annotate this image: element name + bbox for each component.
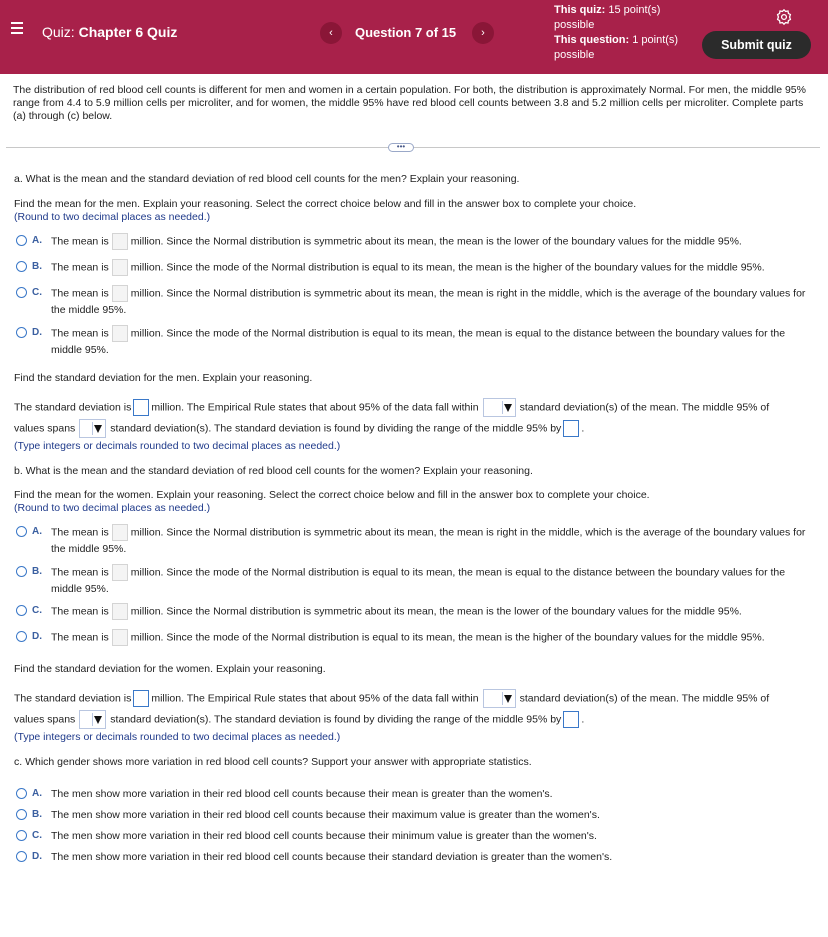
- option-text-post: million. Since the Normal distribution is symmetric about its mean, the mean is right in the middle, which is the average of the boundary values for the middle 95%.: [51, 526, 806, 555]
- part-a-mean-hint: (Round to two decimal places as needed.): [14, 211, 211, 223]
- option-text-pre: The mean is: [51, 235, 109, 248]
- option-label: C.: [32, 830, 42, 841]
- part-a-question: a. What is the mean and the standard deviation of red blood cell counts for the men? Explain your reasoning.: [14, 173, 520, 185]
- sd-text: million. The Empirical Rule states that about 95% of the data fall within: [151, 692, 479, 705]
- divisor-answer-box[interactable]: [563, 420, 579, 437]
- sd-text: .: [581, 422, 585, 435]
- part-a-mean-instruction: Find the mean for the men. Explain your reasoning. Select the correct choice below and fill in the answer box to complete your choice.: [14, 198, 637, 210]
- this-question-value: 1 point(s) possible: [554, 34, 679, 61]
- quiz-title-prefix: Quiz:: [42, 24, 75, 40]
- points-info: [554, 3, 684, 63]
- next-question-button[interactable]: [472, 22, 494, 44]
- option-text-pre: The mean is: [51, 526, 109, 539]
- quiz-title: [42, 24, 177, 40]
- radio-button[interactable]: [16, 605, 27, 616]
- part-a-sd-line1: [14, 398, 769, 417]
- radio-button[interactable]: [16, 235, 27, 246]
- option-text-pre: The mean is: [51, 287, 109, 300]
- this-quiz-value: 15 point(s) possible: [554, 4, 661, 31]
- radio-button[interactable]: [16, 261, 27, 272]
- mean-answer-box[interactable]: [112, 564, 128, 581]
- radio-button[interactable]: [16, 809, 27, 820]
- mean-answer-box[interactable]: [112, 325, 128, 342]
- option-text-post: million. Since the mode of the Normal distribution is equal to its mean, the mean is equal to the distance between the boundary values for the middle 95%.: [51, 566, 786, 595]
- option-label: D.: [32, 631, 42, 642]
- part-b-sd-line2: [14, 710, 584, 729]
- option-text: The men show more variation in their red blood cell counts because their standard deviation is greater than the women's.: [51, 851, 613, 863]
- radio-button[interactable]: [16, 526, 27, 537]
- sd-text: standard deviation(s). The standard deviation is found by dividing the range of the middle 95% by: [110, 422, 562, 435]
- radio-button[interactable]: [16, 851, 27, 862]
- option-text: The men show more variation in their red blood cell counts because their minimum value is greater than the women's.: [51, 830, 597, 842]
- mean-answer-box[interactable]: [112, 603, 128, 620]
- radio-button[interactable]: [16, 631, 27, 642]
- radio-button[interactable]: [16, 788, 27, 799]
- radio-button[interactable]: [16, 327, 27, 338]
- option-text-post: million. Since the mode of the Normal distribution is equal to its mean, the mean is equal to the distance between the boundary values for the middle 95%.: [51, 327, 786, 356]
- sd-text: .: [581, 713, 585, 726]
- divisor-answer-box[interactable]: [563, 711, 579, 728]
- chevron-left-icon: ‹: [329, 27, 333, 39]
- submit-quiz-button[interactable]: Submit quiz: [702, 31, 811, 59]
- option-text-post: million. Since the Normal distribution is symmetric about its mean, the mean is the lower of the boundary values for the middle 95%.: [130, 235, 742, 248]
- option-text: The men show more variation in their red blood cell counts because their maximum value is greater than the women's.: [51, 809, 600, 821]
- hamburger-menu-icon[interactable]: [11, 22, 23, 34]
- sd-answer-box[interactable]: [133, 690, 149, 707]
- expand-more-icon[interactable]: •••: [388, 143, 414, 152]
- option-label: C.: [32, 605, 42, 616]
- sd-text: values spans: [14, 713, 76, 726]
- sd-text: The standard deviation is: [14, 692, 132, 705]
- previous-question-button[interactable]: [320, 22, 342, 44]
- option-label: C.: [32, 287, 42, 298]
- radio-button[interactable]: [16, 830, 27, 841]
- sd-text: values spans: [14, 422, 76, 435]
- option-text-pre: The mean is: [51, 631, 109, 644]
- option-label: A.: [32, 788, 42, 799]
- mean-answer-box[interactable]: [112, 629, 128, 646]
- part-a-sd-hint: (Type integers or decimals rounded to two decimal places as needed.): [14, 440, 341, 452]
- option-label: B.: [32, 809, 42, 820]
- option-text-post: million. Since the mode of the Normal distribution is equal to its mean, the mean is the higher of the boundary values for the middle 95%.: [130, 261, 765, 274]
- part-b-mean-instruction: Find the mean for the women. Explain your reasoning. Select the correct choice below and fill in the answer box to complete your choice.: [14, 489, 650, 501]
- spans-dropdown[interactable]: [79, 710, 106, 729]
- option-label: A.: [32, 235, 42, 246]
- option-text-pre: The mean is: [51, 327, 109, 340]
- mean-answer-box[interactable]: [112, 524, 128, 541]
- sd-text: standard deviation(s). The standard deviation is found by dividing the range of the middle 95% by: [110, 713, 562, 726]
- part-b-mean-hint: (Round to two decimal places as needed.): [14, 502, 211, 514]
- sd-text: standard deviation(s) of the mean. The middle 95% of: [519, 692, 770, 705]
- quiz-name: Chapter 6 Quiz: [78, 24, 178, 40]
- option-label: D.: [32, 851, 42, 862]
- option-label: B.: [32, 566, 42, 577]
- option-label: D.: [32, 327, 42, 338]
- part-b-sd-line1: [14, 689, 769, 708]
- option-text-post: million. Since the Normal distribution is symmetric about its mean, the mean is the lower of the boundary values for the middle 95%.: [130, 605, 742, 618]
- part-c-question: c. Which gender shows more variation in red blood cell counts? Support your answer with appropriate statistics.: [14, 756, 532, 768]
- option-text-post: million. Since the mode of the Normal distribution is equal to its mean, the mean is the higher of the boundary values for the middle 95%.: [130, 631, 765, 644]
- part-b-question: b. What is the mean and the standard deviation of red blood cell counts for the women? Explain your reasoning.: [14, 465, 533, 477]
- empirical-rule-dropdown[interactable]: [483, 398, 516, 417]
- part-b-sd-hint: (Type integers or decimals rounded to two decimal places as needed.): [14, 731, 341, 743]
- mean-answer-box[interactable]: [112, 259, 128, 276]
- part-a-sd-instruction: Find the standard deviation for the men. Explain your reasoning.: [14, 372, 313, 384]
- chevron-right-icon: ›: [481, 27, 485, 39]
- mean-answer-box[interactable]: [112, 233, 128, 250]
- option-text-pre: The mean is: [51, 605, 109, 618]
- option-text-pre: The mean is: [51, 566, 109, 579]
- quiz-header: [0, 0, 828, 74]
- question-intro: The distribution of red blood cell counts is different for men and women in a certain population. For both, the distribution is approximately Normal. For men, the middle 95% range from 4.4 to 5.9 million cells per microliter, and for women, the middle 95% have red blood cell counts between 3.8 and 5.2 million cells per microliter. Complete parts (a) through (c) below.: [13, 84, 806, 122]
- spans-dropdown[interactable]: [79, 419, 106, 438]
- option-text: The men show more variation in their red blood cell counts because their mean is greater than the women's.: [51, 788, 553, 800]
- empirical-rule-dropdown[interactable]: [483, 689, 516, 708]
- gear-icon[interactable]: [776, 9, 792, 25]
- radio-button[interactable]: [16, 287, 27, 298]
- sd-text: The standard deviation is: [14, 401, 132, 414]
- part-b-sd-instruction: Find the standard deviation for the women. Explain your reasoning.: [14, 663, 326, 675]
- option-label: A.: [32, 526, 42, 537]
- sd-text: million. The Empirical Rule states that about 95% of the data fall within: [151, 401, 479, 414]
- part-a-sd-line2: [14, 419, 584, 438]
- option-text-pre: The mean is: [51, 261, 109, 274]
- option-text-post: million. Since the Normal distribution is symmetric about its mean, the mean is right in the middle, which is the average of the boundary values for the middle 95%.: [51, 287, 806, 316]
- radio-button[interactable]: [16, 566, 27, 577]
- this-question-label: This question:: [554, 34, 630, 46]
- option-label: B.: [32, 261, 42, 272]
- mean-answer-box[interactable]: [112, 285, 128, 302]
- this-quiz-label: This quiz:: [554, 4, 606, 16]
- question-nav-label[interactable]: Question 7 of 15: [355, 25, 457, 40]
- sd-answer-box[interactable]: [133, 399, 149, 416]
- sd-text: standard deviation(s) of the mean. The middle 95% of: [519, 401, 770, 414]
